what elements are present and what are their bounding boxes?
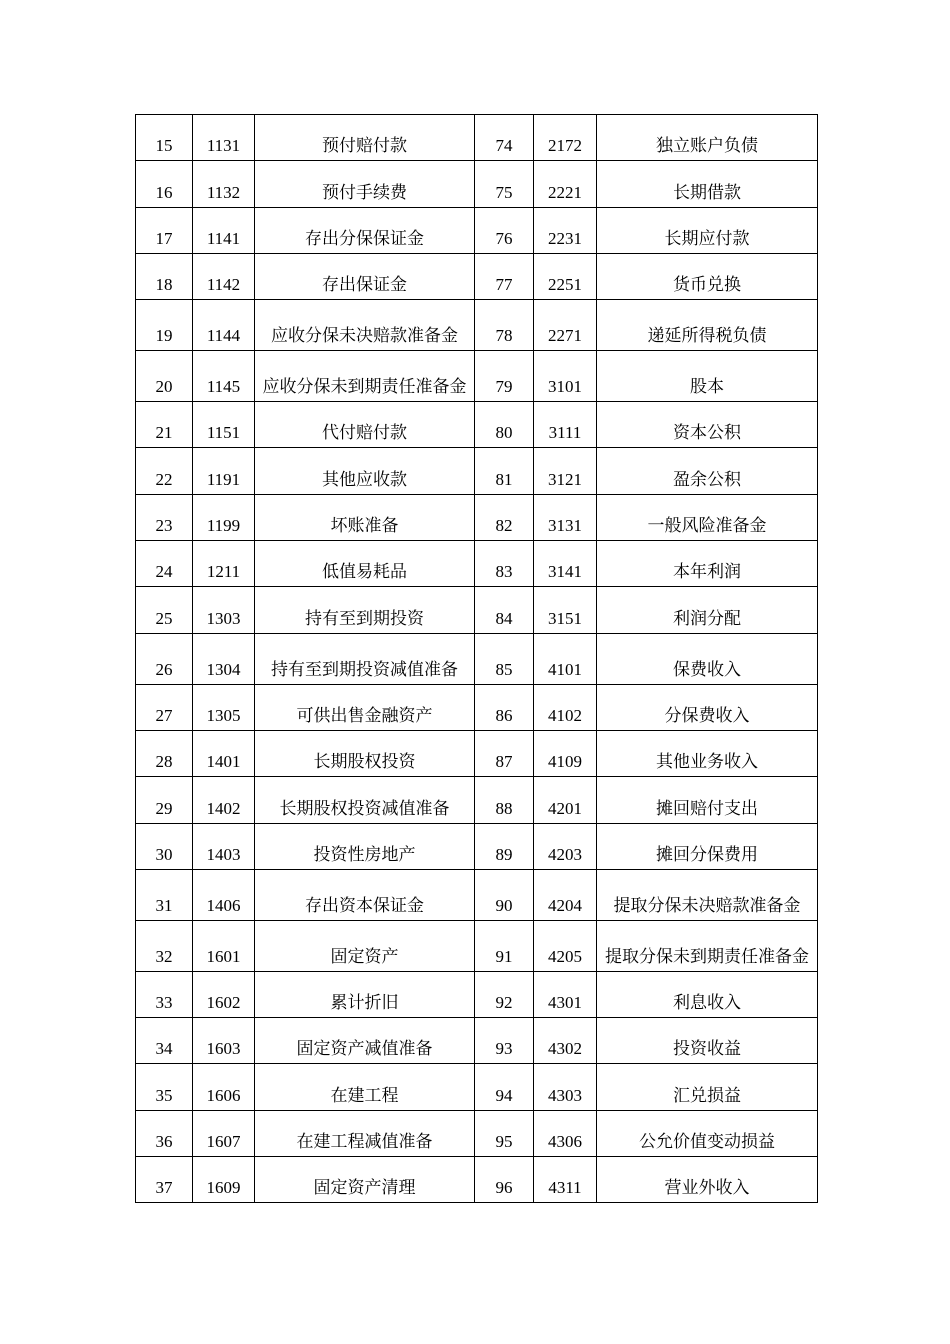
cell-seq-left: 33	[136, 971, 193, 1017]
table-row	[136, 777, 818, 823]
cell-name-left: 应收分保未决赔款准备金	[255, 300, 475, 351]
cell-code-left: 1131	[193, 115, 255, 161]
cell-code-right: 4301	[534, 971, 597, 1017]
cell-code-right: 4303	[534, 1064, 597, 1110]
table-row	[136, 971, 818, 1017]
cell-name-right: 本年利润	[597, 541, 818, 587]
cell-name-left: 持有至到期投资	[255, 587, 475, 633]
cell-name-left: 固定资产	[255, 920, 475, 971]
table-row	[136, 587, 818, 633]
cell-seq-left: 17	[136, 207, 193, 253]
cell-code-right: 4201	[534, 777, 597, 823]
cell-seq-left: 35	[136, 1064, 193, 1110]
cell-name-right: 资本公积	[597, 402, 818, 448]
cell-seq-right: 74	[475, 115, 534, 161]
cell-name-right: 投资收益	[597, 1018, 818, 1064]
cell-seq-left: 26	[136, 633, 193, 684]
cell-name-right: 一般风险准备金	[597, 494, 818, 540]
cell-code-left: 1403	[193, 823, 255, 869]
table-row	[136, 730, 818, 776]
cell-name-left: 其他应收款	[255, 448, 475, 494]
cell-code-right: 3131	[534, 494, 597, 540]
cell-code-left: 1406	[193, 869, 255, 920]
cell-seq-right: 82	[475, 494, 534, 540]
cell-seq-left: 15	[136, 115, 193, 161]
cell-seq-left: 31	[136, 869, 193, 920]
cell-name-right: 保费收入	[597, 633, 818, 684]
cell-name-left: 存出保证金	[255, 253, 475, 299]
cell-code-left: 1402	[193, 777, 255, 823]
cell-seq-right: 95	[475, 1110, 534, 1156]
table-row	[136, 1064, 818, 1110]
cell-name-right: 摊回赔付支出	[597, 777, 818, 823]
cell-seq-left: 37	[136, 1157, 193, 1203]
cell-name-right: 利息收入	[597, 971, 818, 1017]
cell-code-right: 2221	[534, 161, 597, 207]
cell-code-right: 3151	[534, 587, 597, 633]
cell-seq-left: 29	[136, 777, 193, 823]
cell-code-left: 1607	[193, 1110, 255, 1156]
cell-code-left: 1401	[193, 730, 255, 776]
cell-name-left: 持有至到期投资减值准备	[255, 633, 475, 684]
cell-code-right: 4306	[534, 1110, 597, 1156]
cell-name-right: 公允价值变动损益	[597, 1110, 818, 1156]
cell-seq-left: 34	[136, 1018, 193, 1064]
cell-seq-left: 16	[136, 161, 193, 207]
cell-name-left: 在建工程减值准备	[255, 1110, 475, 1156]
cell-seq-left: 18	[136, 253, 193, 299]
cell-name-left: 投资性房地产	[255, 823, 475, 869]
cell-code-right: 2271	[534, 300, 597, 351]
cell-code-right: 2231	[534, 207, 597, 253]
cell-name-left: 存出分保保证金	[255, 207, 475, 253]
cell-seq-right: 94	[475, 1064, 534, 1110]
table-row	[136, 207, 818, 253]
cell-code-right: 4102	[534, 684, 597, 730]
cell-code-left: 1144	[193, 300, 255, 351]
cell-seq-left: 21	[136, 402, 193, 448]
table-body	[136, 115, 818, 1203]
cell-seq-right: 84	[475, 587, 534, 633]
cell-code-right: 4311	[534, 1157, 597, 1203]
cell-code-left: 1609	[193, 1157, 255, 1203]
cell-code-left: 1142	[193, 253, 255, 299]
table-row	[136, 1157, 818, 1203]
cell-code-left: 1606	[193, 1064, 255, 1110]
cell-code-left: 1304	[193, 633, 255, 684]
cell-seq-left: 30	[136, 823, 193, 869]
cell-seq-right: 96	[475, 1157, 534, 1203]
cell-seq-left: 25	[136, 587, 193, 633]
cell-seq-right: 93	[475, 1018, 534, 1064]
table-row	[136, 300, 818, 351]
cell-name-left: 固定资产清理	[255, 1157, 475, 1203]
cell-name-right: 分保费收入	[597, 684, 818, 730]
cell-name-right: 提取分保未到期责任准备金	[597, 920, 818, 971]
cell-seq-left: 24	[136, 541, 193, 587]
table-row	[136, 253, 818, 299]
table-row	[136, 684, 818, 730]
cell-code-left: 1601	[193, 920, 255, 971]
cell-name-left: 固定资产减值准备	[255, 1018, 475, 1064]
cell-code-left: 1199	[193, 494, 255, 540]
table-row	[136, 448, 818, 494]
cell-name-left: 长期股权投资减值准备	[255, 777, 475, 823]
cell-seq-right: 85	[475, 633, 534, 684]
table-row	[136, 494, 818, 540]
cell-code-right: 3121	[534, 448, 597, 494]
cell-name-right: 长期借款	[597, 161, 818, 207]
cell-name-right: 营业外收入	[597, 1157, 818, 1203]
cell-code-left: 1151	[193, 402, 255, 448]
cell-seq-right: 83	[475, 541, 534, 587]
cell-code-left: 1211	[193, 541, 255, 587]
cell-seq-right: 78	[475, 300, 534, 351]
cell-seq-right: 87	[475, 730, 534, 776]
cell-name-right: 提取分保未决赔款准备金	[597, 869, 818, 920]
cell-name-left: 代付赔付款	[255, 402, 475, 448]
cell-seq-left: 23	[136, 494, 193, 540]
table-row	[136, 1110, 818, 1156]
cell-name-left: 在建工程	[255, 1064, 475, 1110]
cell-seq-left: 32	[136, 920, 193, 971]
cell-seq-right: 86	[475, 684, 534, 730]
cell-code-right: 4203	[534, 823, 597, 869]
table-row	[136, 402, 818, 448]
cell-seq-right: 90	[475, 869, 534, 920]
cell-name-left: 坏账准备	[255, 494, 475, 540]
cell-name-right: 利润分配	[597, 587, 818, 633]
table-row	[136, 633, 818, 684]
cell-code-right: 4109	[534, 730, 597, 776]
cell-code-right: 4302	[534, 1018, 597, 1064]
cell-seq-left: 27	[136, 684, 193, 730]
table-row	[136, 115, 818, 161]
cell-code-right: 2251	[534, 253, 597, 299]
cell-code-right: 4204	[534, 869, 597, 920]
table-row	[136, 161, 818, 207]
cell-code-left: 1603	[193, 1018, 255, 1064]
cell-seq-right: 88	[475, 777, 534, 823]
cell-code-left: 1132	[193, 161, 255, 207]
cell-seq-right: 80	[475, 402, 534, 448]
cell-code-right: 4101	[534, 633, 597, 684]
cell-seq-right: 81	[475, 448, 534, 494]
table-row	[136, 823, 818, 869]
cell-seq-right: 79	[475, 351, 534, 402]
cell-name-right: 汇兑损益	[597, 1064, 818, 1110]
cell-code-right: 2172	[534, 115, 597, 161]
cell-name-left: 存出资本保证金	[255, 869, 475, 920]
cell-seq-left: 28	[136, 730, 193, 776]
cell-name-right: 独立账户负债	[597, 115, 818, 161]
cell-name-left: 累计折旧	[255, 971, 475, 1017]
table-row	[136, 351, 818, 402]
cell-seq-left: 36	[136, 1110, 193, 1156]
cell-seq-right: 75	[475, 161, 534, 207]
cell-name-left: 低值易耗品	[255, 541, 475, 587]
cell-name-left: 应收分保未到期责任准备金	[255, 351, 475, 402]
cell-code-left: 1191	[193, 448, 255, 494]
accounts-table	[135, 114, 818, 1203]
cell-name-left: 可供出售金融资产	[255, 684, 475, 730]
table-row	[136, 869, 818, 920]
cell-code-right: 3101	[534, 351, 597, 402]
cell-name-right: 长期应付款	[597, 207, 818, 253]
cell-code-left: 1145	[193, 351, 255, 402]
cell-code-left: 1141	[193, 207, 255, 253]
cell-seq-right: 92	[475, 971, 534, 1017]
cell-code-left: 1303	[193, 587, 255, 633]
cell-code-right: 4205	[534, 920, 597, 971]
cell-seq-right: 89	[475, 823, 534, 869]
cell-name-right: 货币兑换	[597, 253, 818, 299]
cell-seq-right: 77	[475, 253, 534, 299]
cell-name-right: 递延所得税负债	[597, 300, 818, 351]
cell-code-left: 1305	[193, 684, 255, 730]
cell-name-left: 预付手续费	[255, 161, 475, 207]
cell-name-left: 预付赔付款	[255, 115, 475, 161]
cell-name-right: 股本	[597, 351, 818, 402]
cell-seq-left: 19	[136, 300, 193, 351]
cell-name-left: 长期股权投资	[255, 730, 475, 776]
cell-code-right: 3141	[534, 541, 597, 587]
table-row	[136, 920, 818, 971]
table-row	[136, 1018, 818, 1064]
cell-name-right: 其他业务收入	[597, 730, 818, 776]
cell-seq-right: 76	[475, 207, 534, 253]
cell-name-right: 摊回分保费用	[597, 823, 818, 869]
cell-name-right: 盈余公积	[597, 448, 818, 494]
cell-seq-left: 22	[136, 448, 193, 494]
cell-code-left: 1602	[193, 971, 255, 1017]
cell-code-right: 3111	[534, 402, 597, 448]
cell-seq-right: 91	[475, 920, 534, 971]
table-row	[136, 541, 818, 587]
cell-seq-left: 20	[136, 351, 193, 402]
